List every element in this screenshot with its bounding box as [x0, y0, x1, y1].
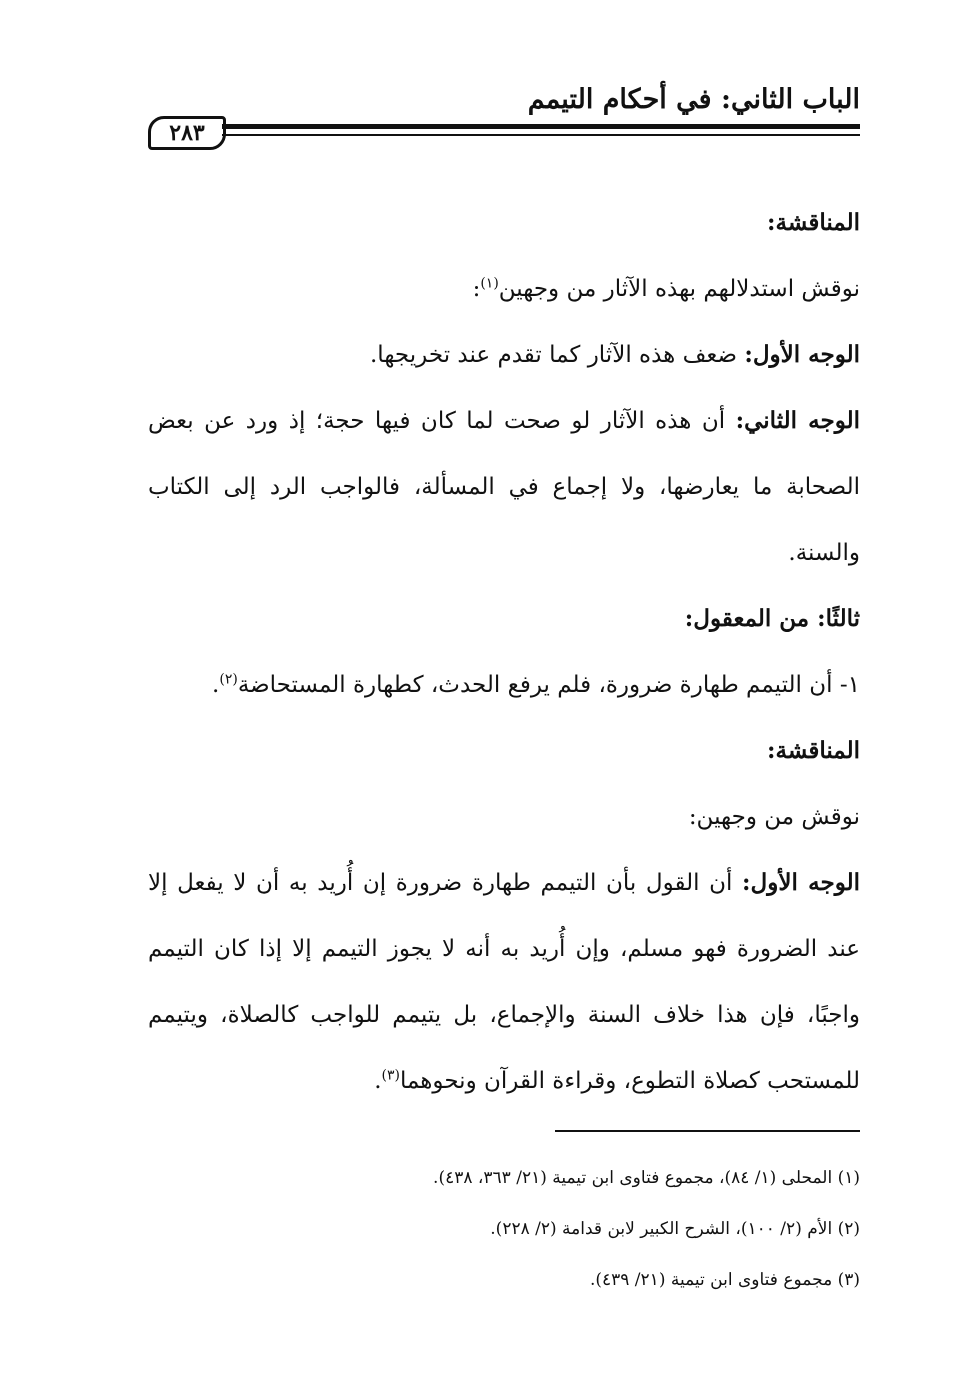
page-number — [148, 116, 226, 150]
text-span: أن القول بأن التيمم طهارة ضرورة إن أُريد به أن لا يفعل إلا عند الضرورة فهو مسلم، وإن أُريد به أنه لا يجوز التيمم إلا إذا كان التيمم واجبًا، فإن هذا خلاف السنة والإجماع، بل يتيمم للواجب كالصلاة، ويتيمم للمستحب كصلاة التطوع، وقراءة القرآن ونحوهما — [148, 870, 860, 1094]
aspect-label: الوجه الأول: — [742, 869, 860, 896]
text-span: . — [374, 1068, 382, 1094]
footnote-2: (٢) الأم (٢/ ١٠٠)، الشرح الكبير لابن قدامة (٢/ ٢٢٨). — [490, 1219, 860, 1239]
paragraph-first-aspect — [148, 322, 860, 388]
aspect-label: الوجه الأول: — [744, 341, 860, 368]
section-heading-rational: ثالثًا: من المعقول: — [684, 605, 860, 632]
paragraph-objection-intro — [148, 256, 860, 322]
text-span: : — [472, 276, 481, 302]
header-rule-thick — [222, 124, 860, 129]
text-span: ضعف هذه الآثار كما تقدم عند تخريجها. — [370, 342, 745, 368]
aspect-label: الوجه الثاني: — [735, 407, 861, 434]
footnote-ref-2: (٢) — [219, 671, 238, 688]
section-label-discussion: المناقشة: — [767, 209, 860, 236]
list-item-1 — [148, 652, 860, 718]
header-rule-thin — [222, 134, 860, 136]
text-span: أن التيمم طهارة ضرورة، فلم يرفع الحدث، كطهارة المستحاضة — [237, 672, 840, 698]
footnote-separator — [555, 1130, 860, 1132]
footnote-3: (٣) مجموع فتاوى ابن تيمية (٢١/ ٤٣٩). — [589, 1270, 860, 1290]
page-number-text: ٢٨٣ — [169, 120, 205, 146]
section-label-discussion-2: المناقشة: — [767, 737, 860, 764]
paragraph-second-aspect — [148, 388, 860, 586]
text-span: . — [212, 672, 220, 698]
text-span: أن هذه الآثار لو صحت لما كان فيها حجة؛ إذ ورد عن بعض الصحابة ما يعارضها، ولا إجماع في المسألة، فالواجب الرد إلى الكتاب والسنة. — [148, 408, 860, 566]
footnote-1: (١) المحلى (١/ ٨٤)، مجموع فتاوى ابن تيمية (٢١/ ٣٦٣، ٤٣٨). — [433, 1168, 860, 1188]
footnote-ref-1: (١) — [480, 275, 499, 292]
text-span: نوقش استدلالهم بهذه الآثار من وجهين — [498, 276, 860, 302]
chapter-title: الباب الثاني: في أحكام التيمم — [527, 84, 860, 115]
footnote-ref-3: (٣) — [381, 1067, 400, 1084]
paragraph-two-aspects: نوقش من وجهين: — [688, 804, 860, 830]
paragraph-first-aspect-2 — [148, 850, 860, 1114]
main-text — [148, 190, 860, 1114]
list-number: ١- — [839, 672, 860, 698]
footnotes — [148, 1158, 860, 1311]
